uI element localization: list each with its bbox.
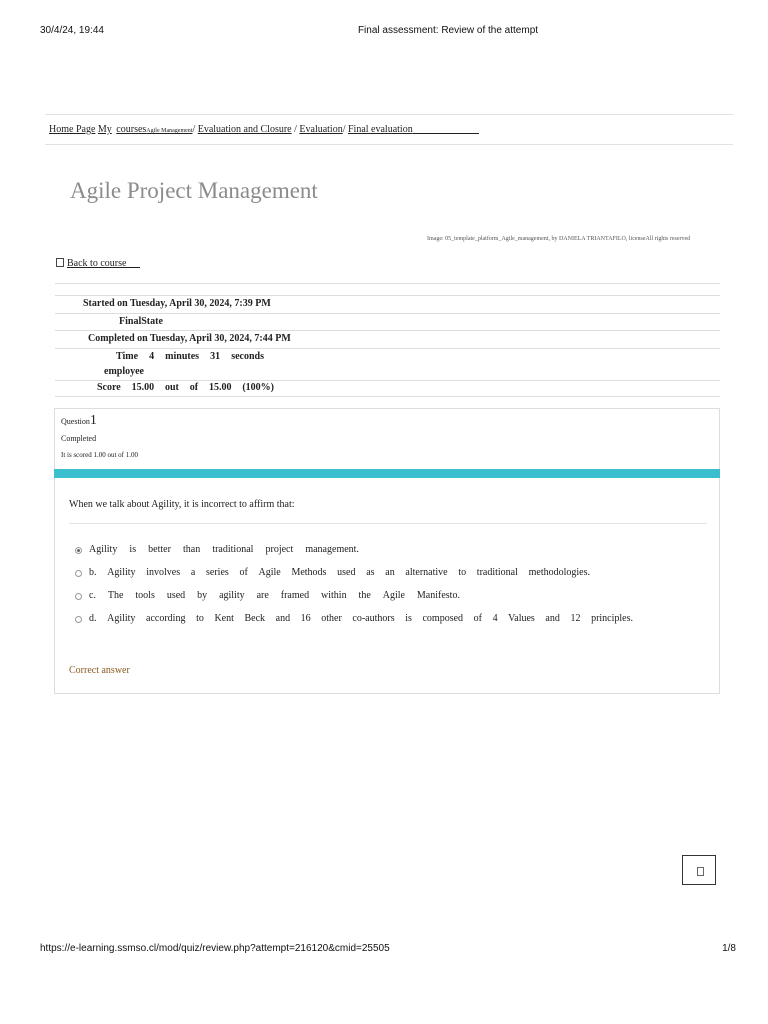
- option-word: alternative: [405, 567, 448, 578]
- question-label: Question1: [61, 413, 97, 428]
- option-word: Methods: [291, 567, 327, 578]
- course-title: Agile Project Management: [70, 178, 318, 203]
- option-word: project: [265, 544, 294, 555]
- breadcrumb-separator: /: [192, 124, 196, 135]
- question-state: Completed: [61, 434, 97, 443]
- option-word: 4: [492, 613, 498, 624]
- attempt-summary: [55, 283, 720, 397]
- option-word: by: [197, 590, 208, 601]
- option-word: composed: [422, 613, 464, 624]
- question-info: [54, 408, 720, 469]
- option-word: and: [545, 613, 560, 624]
- option-word: Beck: [244, 613, 266, 624]
- question-text: When we talk about Agility, it is incorrect to affirm that:: [69, 499, 295, 510]
- option-word: is: [405, 613, 412, 624]
- option-word: other: [321, 613, 342, 624]
- option-word: Manifesto.: [416, 590, 460, 601]
- breadcrumb-courses[interactable]: courses: [116, 124, 147, 135]
- option-word: Agility: [89, 544, 118, 555]
- breadcrumb-course[interactable]: Agile Management: [146, 128, 193, 134]
- option-word: to: [196, 613, 204, 624]
- option-word: used: [337, 567, 356, 578]
- option-word: co-authors: [352, 613, 395, 624]
- question-grade: It is scored 1.00 out of 1.00: [61, 451, 138, 459]
- back-to-course-label: Back to course: [67, 258, 127, 269]
- breadcrumb-evaluation-closure[interactable]: Evaluation and Closure: [197, 124, 292, 135]
- feedback-correct-answer: Correct answer: [69, 665, 130, 676]
- breadcrumb-home[interactable]: Home Page: [49, 124, 96, 135]
- arrow-up-icon: [697, 867, 704, 876]
- option-text: [89, 567, 590, 578]
- option-letter: b.: [89, 567, 97, 578]
- option-word: to: [458, 567, 467, 578]
- breadcrumb-separator: /: [342, 124, 346, 135]
- breadcrumb-my[interactable]: My: [97, 124, 112, 135]
- option-word: framed: [280, 590, 310, 601]
- option-word: Agile: [258, 567, 281, 578]
- option-word: Agility: [107, 613, 136, 624]
- option-letter: d.: [89, 613, 97, 624]
- radio-button[interactable]: [75, 547, 82, 554]
- breadcrumb-separator: /: [294, 124, 297, 135]
- summary-time-employee: employee: [104, 366, 144, 377]
- option-text: [89, 544, 359, 555]
- option-word: within: [321, 590, 347, 601]
- question-accent-bar: [54, 469, 720, 478]
- summary-started: Started on Tuesday, April 30, 2024, 7:39 PM: [83, 298, 271, 309]
- summary-completed: Completed on Tuesday, April 30, 2024, 7:44 PM: [88, 333, 291, 344]
- option-word: 16: [300, 613, 311, 624]
- option-text: [89, 613, 633, 624]
- option-word: traditional: [476, 567, 518, 578]
- answer-option-d[interactable]: [75, 613, 633, 627]
- radio-button[interactable]: [75, 570, 82, 577]
- option-word: tools: [135, 590, 155, 601]
- breadcrumb: [45, 114, 733, 145]
- option-text: [89, 590, 460, 601]
- option-word: and: [275, 613, 291, 624]
- radio-button[interactable]: [75, 593, 82, 600]
- print-date: 30/4/24, 19:44: [40, 25, 104, 36]
- breadcrumb-final-evaluation[interactable]: Final evaluation: [348, 124, 413, 135]
- option-letter: c.: [89, 590, 96, 601]
- answer-option-a[interactable]: [75, 544, 359, 558]
- option-word: of: [239, 567, 248, 578]
- back-to-course-link[interactable]: [56, 258, 140, 269]
- option-word: as: [366, 567, 375, 578]
- answer-option-c[interactable]: [75, 590, 460, 604]
- option-word: a: [190, 567, 196, 578]
- option-word: is: [129, 544, 137, 555]
- question-content: [54, 478, 720, 694]
- option-word: according: [146, 613, 186, 624]
- answer-option-b[interactable]: [75, 567, 590, 581]
- option-word: methodologies.: [528, 567, 590, 578]
- option-word: the: [358, 590, 371, 601]
- question-number: 1: [89, 413, 97, 428]
- summary-state: FinalState: [119, 316, 163, 327]
- option-word: Kent: [214, 613, 234, 624]
- option-word: agility: [219, 590, 245, 601]
- option-word: Values: [508, 613, 535, 624]
- option-word: used: [166, 590, 186, 601]
- option-word: principles.: [591, 613, 633, 624]
- scroll-to-top-button[interactable]: [682, 855, 716, 885]
- option-word: are: [256, 590, 269, 601]
- summary-time: Time 4 minutes 31 seconds: [116, 351, 264, 362]
- option-word: 12: [570, 613, 581, 624]
- summary-score: Score 15.00 out of 15.00 (100%): [97, 382, 274, 393]
- option-word: Agility: [107, 567, 136, 578]
- option-word: Agile: [382, 590, 405, 601]
- print-url: https://e-learning.ssmso.cl/mod/quiz/review.php?attempt=216120&cmid=25505: [40, 943, 390, 954]
- image-credit: Image: 05_template_platform_Agile_management, by DANIELA TRIANTAFILO, licenseAll rights reserved: [427, 236, 691, 242]
- option-word: series: [206, 567, 229, 578]
- option-word: of: [473, 613, 482, 624]
- page-icon: [56, 258, 64, 267]
- option-word: better: [148, 544, 171, 555]
- option-word: management.: [305, 544, 359, 555]
- radio-button[interactable]: [75, 616, 82, 623]
- breadcrumb-evaluation[interactable]: Evaluation: [299, 124, 343, 135]
- print-title: Final assessment: Review of the attempt: [357, 25, 539, 36]
- option-word: an: [385, 567, 395, 578]
- divider: [69, 523, 707, 524]
- option-word: than: [183, 544, 201, 555]
- print-page-number: 1/8: [722, 943, 736, 954]
- option-word: The: [107, 590, 124, 601]
- option-word: involves: [146, 567, 181, 578]
- option-word: traditional: [212, 544, 254, 555]
